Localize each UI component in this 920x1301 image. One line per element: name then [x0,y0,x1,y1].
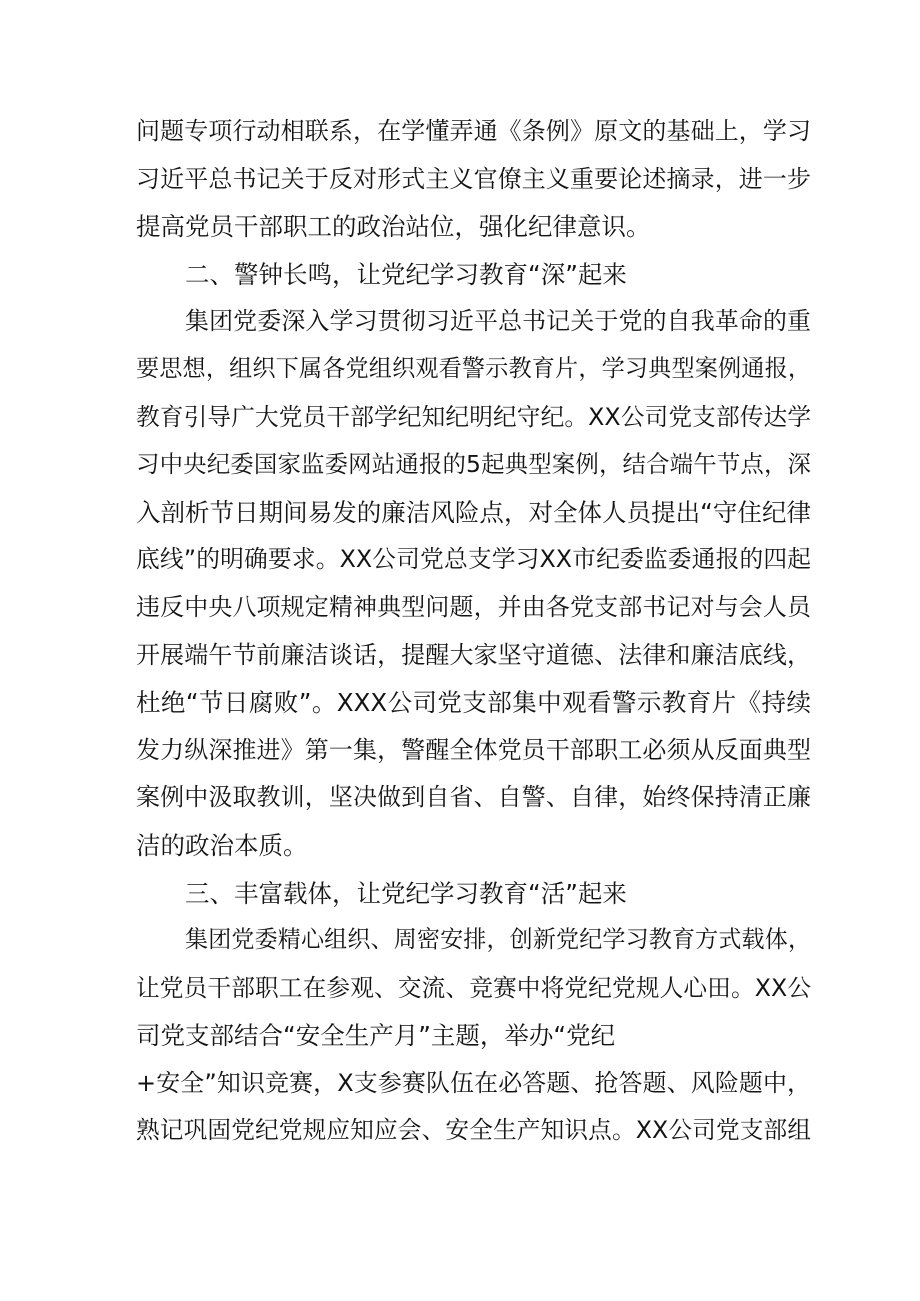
body-line: 底线”的明确要求。XX公司党总支学习XX市纪委监委通报的四起 [136,545,811,574]
body-line: 习近平总书记关于反对形式主义官僚主义重要论述摘录，进一步 [136,164,811,193]
body-line: 要思想，组织下属各党组织观看警示教育片，学习典型案例通报， [136,355,811,382]
body-line: 集团党委精心组织、周密安排，创新党纪学习教育方式载体， [185,927,811,954]
body-line: 司党支部结合“安全生产月”主题，举办“党纪 [136,1021,616,1051]
body-line: 洁的政治本质。 [136,830,308,860]
document-body [136,108,811,1155]
body-line: 提高党员干部职工的政治站位，强化纪律意识。 [136,212,651,242]
body-line: 违反中央八项规定精神典型问题，并由各党支部书记对与会人员 [136,592,811,621]
body-line: 入剖析节日期间易发的廉洁风险点，对全体人员提出“守住纪律 [136,497,811,527]
section-heading: 三、丰富载体，让党纪学习教育“活”起来 [185,878,627,908]
body-line: 熟记巩固党纪党规应知应会、安全生产知识点。XX公司党支部组 [136,1116,811,1145]
body-line: 集团党委深入学习贯彻习近平总书记关于党的自我革命的重 [185,307,811,336]
body-line: 开展端午节前廉洁谈话，提醒大家坚守道德、法律和廉洁底线， [136,640,811,669]
body-line: 习中央纪委国家监委网站通报的5起典型案例，结合端午节点，深 [136,450,811,479]
body-line: 发力纵深推进》第一集，警醒全体党员干部职工必须从反面典型 [136,735,811,764]
section-heading: 二、警钟长鸣，让党纪学习教育“深”起来 [185,259,627,289]
body-line: 杜绝“节日腐败”。XXX公司党支部集中观看警示教育片《持续 [136,688,811,718]
body-line: 让党员干部职工在参观、交流、竞赛中将党纪党规人心田。XX公 [136,973,811,1002]
body-line: 案例中汲取教训，坚决做到自省、自警、自律，始终保持清正廉 [136,783,811,812]
body-line: +安全”知识竞赛，X支参赛队伍在必答题、抢答题、风险题中， [136,1068,811,1097]
body-line: 问题专项行动相联系，在学懂弄通《条例》原文的基础上，学习 [136,117,811,145]
body-line: 教育引导广大党员干部学纪知纪明纪守纪。XX公司党支部传达学 [136,402,811,431]
